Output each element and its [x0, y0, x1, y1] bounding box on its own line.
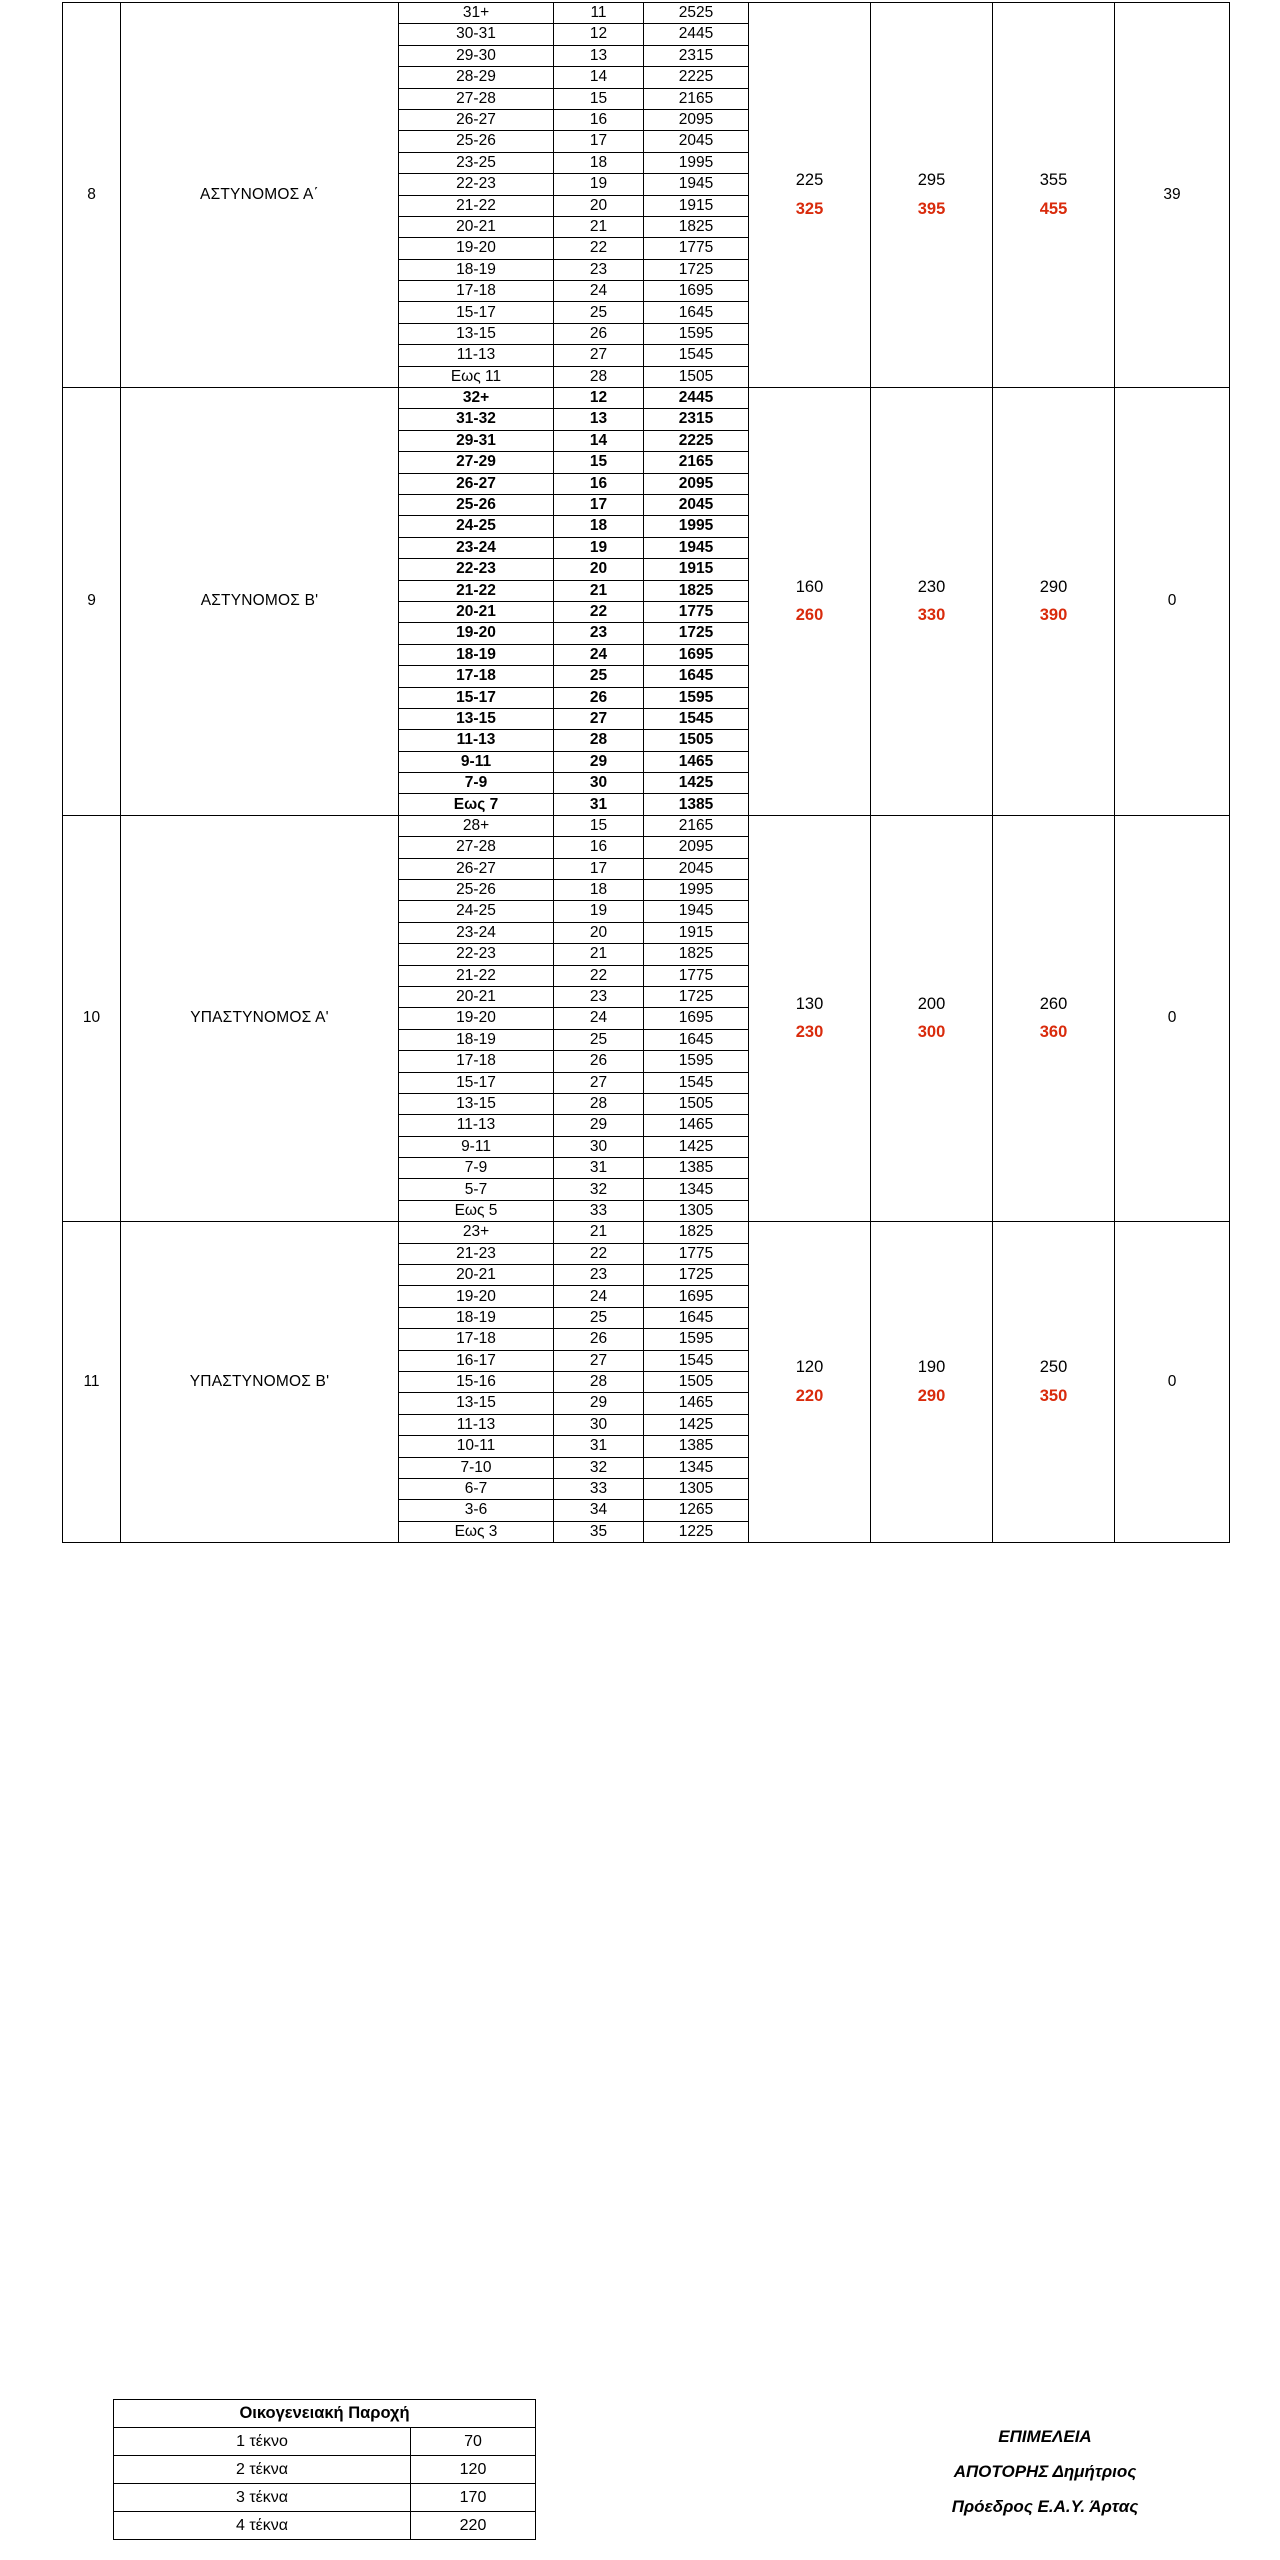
- mk-cell: 29: [554, 751, 644, 772]
- basic-salary-cell: 2165: [644, 88, 749, 109]
- mk-cell: 21: [554, 580, 644, 601]
- basic-salary-cell: 1695: [644, 1286, 749, 1307]
- years-range-cell: 30-31: [399, 24, 554, 45]
- allowance-1-new: 260: [795, 605, 824, 624]
- allowance-2-current: 190: [917, 1358, 946, 1377]
- mk-cell: 26: [554, 1329, 644, 1350]
- basic-salary-cell: 1465: [644, 1115, 749, 1136]
- mk-cell: 30: [554, 1136, 644, 1157]
- mk-cell: 19: [554, 174, 644, 195]
- years-range-cell: 20-21: [399, 986, 554, 1007]
- basic-salary-cell: 1945: [644, 537, 749, 558]
- allowance-cell-3: [993, 3, 1115, 388]
- basic-salary-cell: 1645: [644, 302, 749, 323]
- years-range-cell: 18-19: [399, 259, 554, 280]
- years-range-cell: Εως 5: [399, 1200, 554, 1221]
- years-range-cell: 29-30: [399, 45, 554, 66]
- allowance-cell-1: [749, 815, 871, 1221]
- mk-cell: 16: [554, 473, 644, 494]
- basic-salary-cell: 2525: [644, 3, 749, 24]
- allowance-2-current: 295: [917, 171, 946, 190]
- mk-cell: 28: [554, 1372, 644, 1393]
- years-range-cell: 11-13: [399, 1414, 554, 1435]
- years-range-cell: 31+: [399, 3, 554, 24]
- years-range-cell: 26-27: [399, 109, 554, 130]
- table-row: [63, 815, 1230, 836]
- table-row: [63, 3, 1230, 24]
- mk-cell: 20: [554, 559, 644, 580]
- years-range-cell: Εως 3: [399, 1521, 554, 1542]
- years-range-cell: 28+: [399, 815, 554, 836]
- basic-salary-cell: 1695: [644, 1008, 749, 1029]
- basic-salary-cell: 1725: [644, 259, 749, 280]
- years-range-cell: 19-20: [399, 1008, 554, 1029]
- years-range-cell: 17-18: [399, 666, 554, 687]
- years-range-cell: 3-6: [399, 1500, 554, 1521]
- allowance-3-new: 390: [1039, 605, 1068, 624]
- children-allowance-value: 70: [411, 2428, 536, 2456]
- allowance-2-new: 300: [917, 1023, 946, 1042]
- years-range-cell: 22-23: [399, 174, 554, 195]
- mk-cell: 15: [554, 452, 644, 473]
- allowance-3-current: 355: [1039, 171, 1068, 190]
- basic-salary-cell: 2045: [644, 494, 749, 515]
- basic-salary-cell: 1425: [644, 1136, 749, 1157]
- basic-salary-cell: 1595: [644, 1051, 749, 1072]
- years-range-cell: 17-18: [399, 1329, 554, 1350]
- allowance-1-current: 130: [795, 994, 824, 1013]
- mk-cell: 31: [554, 1436, 644, 1457]
- allowance-cell-3: [993, 815, 1115, 1221]
- basic-salary-cell: 1595: [644, 687, 749, 708]
- allowance-cell-2: [871, 815, 993, 1221]
- mk-cell: 11: [554, 3, 644, 24]
- years-range-cell: 21-22: [399, 195, 554, 216]
- allowance-1-current: 225: [795, 171, 824, 190]
- mk-cell: 30: [554, 1414, 644, 1435]
- years-range-cell: 18-19: [399, 644, 554, 665]
- mk-cell: 20: [554, 922, 644, 943]
- mk-cell: 27: [554, 345, 644, 366]
- basic-salary-cell: 1265: [644, 1500, 749, 1521]
- family-allowance-row: [114, 2456, 536, 2484]
- basic-salary-cell: 1385: [644, 1158, 749, 1179]
- mk-cell: 18: [554, 880, 644, 901]
- family-allowance-title: Οικογενειακή Παροχή: [114, 2400, 536, 2428]
- mk-cell: 12: [554, 24, 644, 45]
- basic-salary-cell: 1505: [644, 1093, 749, 1114]
- children-count-label: 2 τέκνα: [114, 2456, 411, 2484]
- mk-cell: 17: [554, 494, 644, 515]
- allowance-2-new: 330: [917, 605, 946, 624]
- basic-salary-cell: 1915: [644, 922, 749, 943]
- years-range-cell: 13-15: [399, 708, 554, 729]
- rank-index: 11: [63, 1222, 121, 1543]
- years-range-cell: 23-24: [399, 922, 554, 943]
- mk-cell: 15: [554, 88, 644, 109]
- basic-salary-cell: 2315: [644, 409, 749, 430]
- mk-cell: 31: [554, 794, 644, 815]
- mk-cell: 25: [554, 1307, 644, 1328]
- basic-salary-cell: 1645: [644, 1307, 749, 1328]
- years-range-cell: 19-20: [399, 623, 554, 644]
- years-range-cell: 7-9: [399, 773, 554, 794]
- table-row: [63, 388, 1230, 409]
- basic-salary-cell: 1505: [644, 730, 749, 751]
- basic-salary-cell: 1385: [644, 794, 749, 815]
- basic-salary-cell: 1645: [644, 666, 749, 687]
- basic-salary-cell: 1305: [644, 1478, 749, 1499]
- basic-salary-cell: 1825: [644, 1222, 749, 1243]
- mk-cell: 20: [554, 195, 644, 216]
- basic-salary-cell: 1505: [644, 366, 749, 387]
- allowance-cell-1: [749, 388, 871, 816]
- years-range-cell: 29-31: [399, 430, 554, 451]
- mk-cell: 23: [554, 1265, 644, 1286]
- mk-cell: 27: [554, 1072, 644, 1093]
- mk-cell: 24: [554, 1286, 644, 1307]
- allowance-3-new: 455: [1039, 199, 1068, 218]
- basic-salary-cell: 1825: [644, 216, 749, 237]
- allowance-3-current: 250: [1039, 1358, 1068, 1377]
- years-range-cell: 11-13: [399, 730, 554, 751]
- mk-cell: 21: [554, 944, 644, 965]
- family-allowance-row: [114, 2428, 536, 2456]
- basic-salary-cell: 1305: [644, 1200, 749, 1221]
- years-range-cell: 18-19: [399, 1307, 554, 1328]
- allowance-1-current: 160: [795, 577, 824, 596]
- years-range-cell: 27-28: [399, 837, 554, 858]
- basic-salary-cell: 1995: [644, 152, 749, 173]
- rank-name: ΑΣΤΥΝΟΜΟΣ Α΄: [121, 3, 399, 388]
- basic-salary-cell: 1775: [644, 601, 749, 622]
- basic-salary-cell: 1545: [644, 1072, 749, 1093]
- years-range-cell: Εως 11: [399, 366, 554, 387]
- mk-cell: 24: [554, 1008, 644, 1029]
- mk-cell: 28: [554, 1093, 644, 1114]
- extra-amount-cell: 0: [1115, 388, 1230, 816]
- mk-cell: 30: [554, 773, 644, 794]
- allowance-1-current: 120: [795, 1358, 824, 1377]
- mk-cell: 35: [554, 1521, 644, 1542]
- basic-salary-cell: 1595: [644, 1329, 749, 1350]
- mk-cell: 17: [554, 131, 644, 152]
- basic-salary-cell: 1725: [644, 1265, 749, 1286]
- allowance-cell-2: [871, 3, 993, 388]
- mk-cell: 18: [554, 516, 644, 537]
- years-range-cell: 17-18: [399, 281, 554, 302]
- mk-cell: 21: [554, 216, 644, 237]
- mk-cell: 28: [554, 730, 644, 751]
- basic-salary-cell: 1995: [644, 880, 749, 901]
- mk-cell: 25: [554, 1029, 644, 1050]
- mk-cell: 27: [554, 1350, 644, 1371]
- basic-salary-cell: 1545: [644, 1350, 749, 1371]
- rank-index: 8: [63, 3, 121, 388]
- years-range-cell: 7-10: [399, 1457, 554, 1478]
- years-range-cell: 23-25: [399, 152, 554, 173]
- basic-salary-cell: 1725: [644, 623, 749, 644]
- basic-salary-cell: 1545: [644, 708, 749, 729]
- mk-cell: 21: [554, 1222, 644, 1243]
- years-range-cell: 31-32: [399, 409, 554, 430]
- years-range-cell: 20-21: [399, 1265, 554, 1286]
- basic-salary-cell: 2445: [644, 388, 749, 409]
- years-range-cell: 11-13: [399, 345, 554, 366]
- rank-name: ΥΠΑΣΤΥΝΟΜΟΣ Β': [121, 1222, 399, 1543]
- allowance-cell-3: [993, 388, 1115, 816]
- years-range-cell: 13-15: [399, 1393, 554, 1414]
- years-range-cell: 7-9: [399, 1158, 554, 1179]
- years-range-cell: 10-11: [399, 1436, 554, 1457]
- years-range-cell: 24-25: [399, 901, 554, 922]
- rank-index: 9: [63, 388, 121, 816]
- basic-salary-cell: 1945: [644, 174, 749, 195]
- mk-cell: 22: [554, 1243, 644, 1264]
- allowance-3-current: 290: [1039, 577, 1068, 596]
- signature-block: [880, 2420, 1210, 2525]
- allowance-2-current: 230: [917, 577, 946, 596]
- basic-salary-cell: 1645: [644, 1029, 749, 1050]
- mk-cell: 13: [554, 409, 644, 430]
- years-range-cell: 23-24: [399, 537, 554, 558]
- mk-cell: 17: [554, 858, 644, 879]
- extra-amount-cell: 0: [1115, 1222, 1230, 1543]
- years-range-cell: 11-13: [399, 1115, 554, 1136]
- salary-scale-table: [62, 2, 1230, 1543]
- mk-cell: 25: [554, 302, 644, 323]
- signature-line-1: ΕΠΙΜΕΛΕΙΑ: [998, 2427, 1092, 2446]
- basic-salary-cell: 2225: [644, 430, 749, 451]
- rank-name: ΥΠΑΣΤΥΝΟΜΟΣ Α': [121, 815, 399, 1221]
- mk-cell: 19: [554, 537, 644, 558]
- basic-salary-cell: 1345: [644, 1179, 749, 1200]
- years-range-cell: 24-25: [399, 516, 554, 537]
- mk-cell: 27: [554, 708, 644, 729]
- basic-salary-cell: 1225: [644, 1521, 749, 1542]
- years-range-cell: 21-22: [399, 965, 554, 986]
- years-range-cell: Εως 7: [399, 794, 554, 815]
- mk-cell: 29: [554, 1393, 644, 1414]
- children-allowance-value: 220: [411, 2512, 536, 2540]
- allowance-2-new: 290: [917, 1386, 946, 1405]
- basic-salary-cell: 1385: [644, 1436, 749, 1457]
- years-range-cell: 26-27: [399, 473, 554, 494]
- extra-amount-cell: 0: [1115, 815, 1230, 1221]
- basic-salary-cell: 1995: [644, 516, 749, 537]
- mk-cell: 26: [554, 687, 644, 708]
- mk-cell: 33: [554, 1200, 644, 1221]
- mk-cell: 22: [554, 238, 644, 259]
- years-range-cell: 13-15: [399, 323, 554, 344]
- mk-cell: 23: [554, 986, 644, 1007]
- basic-salary-cell: 1825: [644, 580, 749, 601]
- mk-cell: 24: [554, 281, 644, 302]
- allowance-2-current: 200: [917, 994, 946, 1013]
- mk-cell: 34: [554, 1500, 644, 1521]
- allowance-cell-2: [871, 1222, 993, 1543]
- basic-salary-cell: 2095: [644, 473, 749, 494]
- basic-salary-cell: 1425: [644, 773, 749, 794]
- basic-salary-cell: 2225: [644, 67, 749, 88]
- mk-cell: 32: [554, 1457, 644, 1478]
- years-range-cell: 27-28: [399, 88, 554, 109]
- basic-salary-cell: 1775: [644, 1243, 749, 1264]
- years-range-cell: 28-29: [399, 67, 554, 88]
- mk-cell: 33: [554, 1478, 644, 1499]
- years-range-cell: 16-17: [399, 1350, 554, 1371]
- years-range-cell: 9-11: [399, 751, 554, 772]
- allowance-cell-1: [749, 1222, 871, 1543]
- rank-name: ΑΣΤΥΝΟΜΟΣ Β': [121, 388, 399, 816]
- mk-cell: 25: [554, 666, 644, 687]
- basic-salary-cell: 1345: [644, 1457, 749, 1478]
- children-count-label: 4 τέκνα: [114, 2512, 411, 2540]
- allowance-1-new: 325: [795, 199, 824, 218]
- signature-line-3: Πρόεδρος Ε.Α.Υ. Άρτας: [951, 2496, 1139, 2516]
- years-range-cell: 19-20: [399, 1286, 554, 1307]
- family-allowance-header-row: [114, 2400, 536, 2428]
- basic-salary-cell: 1775: [644, 238, 749, 259]
- allowance-3-current: 260: [1039, 994, 1068, 1013]
- basic-salary-cell: 2165: [644, 815, 749, 836]
- allowance-cell-2: [871, 388, 993, 816]
- years-range-cell: 25-26: [399, 880, 554, 901]
- years-range-cell: 32+: [399, 388, 554, 409]
- children-count-label: 3 τέκνα: [114, 2484, 411, 2512]
- mk-cell: 32: [554, 1179, 644, 1200]
- mk-cell: 16: [554, 837, 644, 858]
- basic-salary-cell: 1775: [644, 965, 749, 986]
- basic-salary-cell: 1725: [644, 986, 749, 1007]
- basic-salary-cell: 2445: [644, 24, 749, 45]
- years-range-cell: 15-17: [399, 1072, 554, 1093]
- mk-cell: 13: [554, 45, 644, 66]
- allowance-1-new: 220: [795, 1386, 824, 1405]
- basic-salary-cell: 1545: [644, 345, 749, 366]
- basic-salary-cell: 2315: [644, 45, 749, 66]
- basic-salary-cell: 2045: [644, 131, 749, 152]
- basic-salary-cell: 1695: [644, 644, 749, 665]
- basic-salary-cell: 1915: [644, 195, 749, 216]
- years-range-cell: 15-17: [399, 302, 554, 323]
- mk-cell: 15: [554, 815, 644, 836]
- mk-cell: 26: [554, 323, 644, 344]
- years-range-cell: 22-23: [399, 559, 554, 580]
- children-allowance-value: 170: [411, 2484, 536, 2512]
- allowance-3-new: 350: [1039, 1386, 1068, 1405]
- family-allowance-row: [114, 2484, 536, 2512]
- years-range-cell: 25-26: [399, 131, 554, 152]
- years-range-cell: 27-29: [399, 452, 554, 473]
- years-range-cell: 6-7: [399, 1478, 554, 1499]
- mk-cell: 23: [554, 623, 644, 644]
- years-range-cell: 23+: [399, 1222, 554, 1243]
- mk-cell: 28: [554, 366, 644, 387]
- table-row: [63, 1222, 1230, 1243]
- years-range-cell: 20-21: [399, 601, 554, 622]
- years-range-cell: 18-19: [399, 1029, 554, 1050]
- basic-salary-cell: 1465: [644, 751, 749, 772]
- years-range-cell: 22-23: [399, 944, 554, 965]
- allowance-cell-1: [749, 3, 871, 388]
- signature-line-2: ΑΠΟΤΟΡΗΣ Δημήτριος: [953, 2461, 1137, 2481]
- basic-salary-cell: 1465: [644, 1393, 749, 1414]
- allowance-2-new: 395: [917, 199, 946, 218]
- mk-cell: 12: [554, 388, 644, 409]
- extra-amount-cell: 39: [1115, 3, 1230, 388]
- years-range-cell: 21-22: [399, 580, 554, 601]
- allowance-3-new: 360: [1039, 1023, 1068, 1042]
- years-range-cell: 19-20: [399, 238, 554, 259]
- rank-index: 10: [63, 815, 121, 1221]
- mk-cell: 24: [554, 644, 644, 665]
- mk-cell: 22: [554, 601, 644, 622]
- basic-salary-cell: 2045: [644, 858, 749, 879]
- family-allowance-row: [114, 2512, 536, 2540]
- mk-cell: 19: [554, 901, 644, 922]
- basic-salary-cell: 1825: [644, 944, 749, 965]
- basic-salary-cell: 1595: [644, 323, 749, 344]
- mk-cell: 31: [554, 1158, 644, 1179]
- mk-cell: 29: [554, 1115, 644, 1136]
- basic-salary-cell: 1695: [644, 281, 749, 302]
- children-allowance-value: 120: [411, 2456, 536, 2484]
- family-allowance-table: [113, 2399, 536, 2540]
- children-count-label: 1 τέκνο: [114, 2428, 411, 2456]
- years-range-cell: 15-17: [399, 687, 554, 708]
- mk-cell: 16: [554, 109, 644, 130]
- mk-cell: 26: [554, 1051, 644, 1072]
- allowance-1-new: 230: [795, 1023, 824, 1042]
- basic-salary-cell: 2095: [644, 109, 749, 130]
- allowance-cell-3: [993, 1222, 1115, 1543]
- years-range-cell: 15-16: [399, 1372, 554, 1393]
- mk-cell: 18: [554, 152, 644, 173]
- years-range-cell: 20-21: [399, 216, 554, 237]
- years-range-cell: 26-27: [399, 858, 554, 879]
- basic-salary-cell: 1945: [644, 901, 749, 922]
- years-range-cell: 25-26: [399, 494, 554, 515]
- basic-salary-cell: 1505: [644, 1372, 749, 1393]
- mk-cell: 14: [554, 67, 644, 88]
- basic-salary-cell: 2165: [644, 452, 749, 473]
- mk-cell: 23: [554, 259, 644, 280]
- years-range-cell: 17-18: [399, 1051, 554, 1072]
- mk-cell: 22: [554, 965, 644, 986]
- mk-cell: 14: [554, 430, 644, 451]
- years-range-cell: 13-15: [399, 1093, 554, 1114]
- years-range-cell: 9-11: [399, 1136, 554, 1157]
- years-range-cell: 21-23: [399, 1243, 554, 1264]
- years-range-cell: 5-7: [399, 1179, 554, 1200]
- basic-salary-cell: 2095: [644, 837, 749, 858]
- basic-salary-cell: 1915: [644, 559, 749, 580]
- basic-salary-cell: 1425: [644, 1414, 749, 1435]
